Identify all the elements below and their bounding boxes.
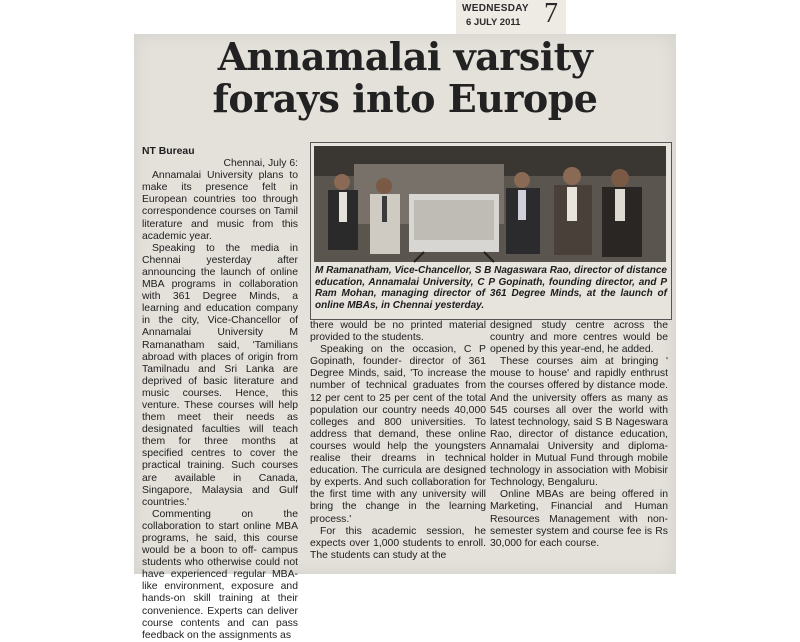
headline-line-2: forays into Europe <box>212 76 598 121</box>
paragraph: Annamalai University plans to make its presence felt in European countries too through correspondence courses on Tamil literature and music from this academic year. <box>142 170 298 242</box>
event-photo-illustration <box>314 146 666 262</box>
page-number: 7 <box>544 0 558 29</box>
newspaper-clipping <box>134 34 676 641</box>
article-column-3 <box>490 320 668 550</box>
headline <box>134 36 676 120</box>
paragraph: there would be no printed material provided to the students. <box>310 320 486 344</box>
paragraph: These courses aim at bringing ' mouse to house' and rapidly enthrust the courses offered by distance mode. And the university offers as many as 545 courses all over the world with latest technology, said S B Nageswara Rao, director of distance education, Annamalai University and diploma-holder in Mutual Fund through mobile technology in association with Mobisir Technology, Bengaluru. <box>490 356 668 489</box>
event-photo <box>314 146 666 262</box>
dateline-date: 6 JULY 2011 <box>466 17 521 28</box>
paragraph: Speaking on the occasion, C P Gopinath, founder- director of 361 Degree Minds, said, 'To increase the number of technical graduates from 12 per cent to 25 per cent of the total population our country needs 40,000 colleges and 800 universities. To address that demand, these online courses would help the youngsters realise their dreams in technical education. The curricula are designed by experts. And such collaboration for the first time with any university will bring the change in the learning process.' <box>310 344 486 525</box>
paragraph: Speaking to the media in Chennai yesterday after announcing the launch of online MBA programs in collaboration with 361 Degree Minds, a learning and education company in the city, Vice-Chancellor of Annamalai University M Ramanatham said, 'Tamilians abroad with places of origin from Tamilnadu and Sri Lanka are deprived of basic literature and music courses. Hence, this venture. These courses will help them meet their needs as designated faculties will teach them for three months at specified centres to cover the practical training. Such courses are available in Canada, Singapore, Malaysia and Gulf countries.' <box>142 242 298 508</box>
photo-caption: M Ramanatham, Vice-Chancellor, S B Nagaswara Rao, director of distance education, Annamalai University, C P Gopinath, founding director, and P Ram Mohan, managing director of 361 Degree Minds, at the launch of online MBAs, in Chennai yesterday. <box>315 265 667 311</box>
paragraph: Online MBAs are being offered in Marketing, Financial and Human Resources Management with non-semester system and course fee is Rs 30,000 for each course. <box>490 489 668 549</box>
paragraph: designed study centre across the country and more centres would be opened by this year-end, he added. <box>490 320 668 356</box>
dateline-weekday: WEDNESDAY <box>462 3 529 14</box>
headline-line-1: Annamalai varsity <box>217 34 593 79</box>
dateline-stamp <box>456 0 566 36</box>
paragraph: For this academic session, he expects over 1,000 students to enroll. The students can study at the <box>310 525 486 561</box>
photo-frame <box>310 142 672 320</box>
article-column-1 <box>142 146 298 642</box>
placeline: Chennai, July 6: <box>223 158 298 170</box>
paragraph: Commenting on the collaboration to start online MBA programs, he said, this course would be a boon to off- campus students who otherwise could not have experienced regular MBA-like environment, exposure and hands-on skill training at their convenience. Experts can deliver course contents and can pass feedback on the assignments as <box>142 508 298 641</box>
article-column-2 <box>310 320 486 562</box>
byline: NT Bureau <box>142 146 195 157</box>
